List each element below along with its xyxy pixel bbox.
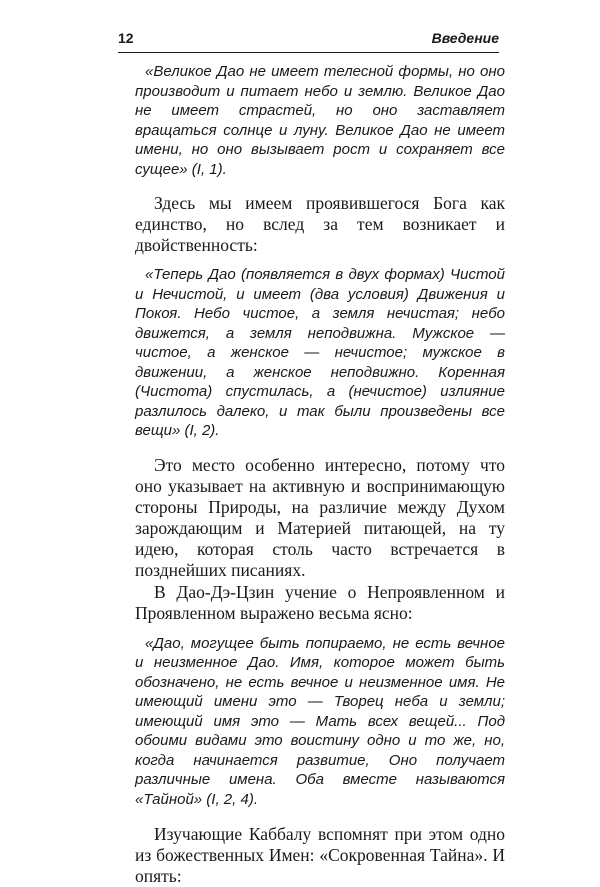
body-paragraph: Это место особенно интересно, потому что оно указывает на активную и воспринимающую стороны Природы, на различие между Духом зарождающим и Материей питающей, на ту идею, которая столь часто встречается в позднейших писаниях. — [135, 454, 505, 580]
quote-paragraph: «Теперь Дао (появляется в двух формах) Чистой и Нечистой, и имеет (два условия) Движения и Покоя. Небо чистое, а земля нечистая; небо движется, а земля неподвижна. Мужское — чистое, а женское — нечистое; мужское в движении, а женское неподвижно. Коренная (Чистота) спустилась, а (нечистое) излияние разлилось далеко, и так были произведены все вещи» (I, 2). — [135, 266, 505, 439]
page-body — [135, 62, 505, 887]
body-paragraph: Здесь мы имеем проявившегося Бога как единство, но вслед за тем возникает и двойственность: — [135, 193, 505, 255]
section-title: Введение — [431, 30, 499, 46]
quote-paragraph: «Дао, могущее быть попираемо, не есть вечное и неизменное Дао. Имя, которое может быть обозначено, не есть вечное и неизменное имя. Не имеющий имени это — Творец неба и земли; имеющий имя это — Мать всех вещей... Под обоими видами это воистину одно и то же, но, когда начинается развитие, Оно получает различные имена. Оба вместе называются «Тайной» (I, 2, 4). — [135, 634, 505, 808]
header-rule — [118, 52, 499, 53]
page-number: 12 — [118, 30, 134, 46]
quote-paragraph: «Великое Дао не имеет телесной формы, но оно производит и питает небо и землю. Великое Дао не имеет страстей, но оно заставляет вращаться солнце и луну. Великое Дао не имеет имени, но оно вызывает рост и сохраняет все сущее» (I, 1). — [135, 63, 505, 178]
body-paragraph: Изучающие Каббалу вспомнят при этом одно из божественных Имен: «Сокровенная Тайна». И опять: — [135, 824, 505, 886]
body-paragraph: В Дао-Дэ-Цзин учение о Непроявленном и Проявленном выражено весьма ясно: — [135, 581, 505, 623]
running-header — [118, 30, 499, 46]
